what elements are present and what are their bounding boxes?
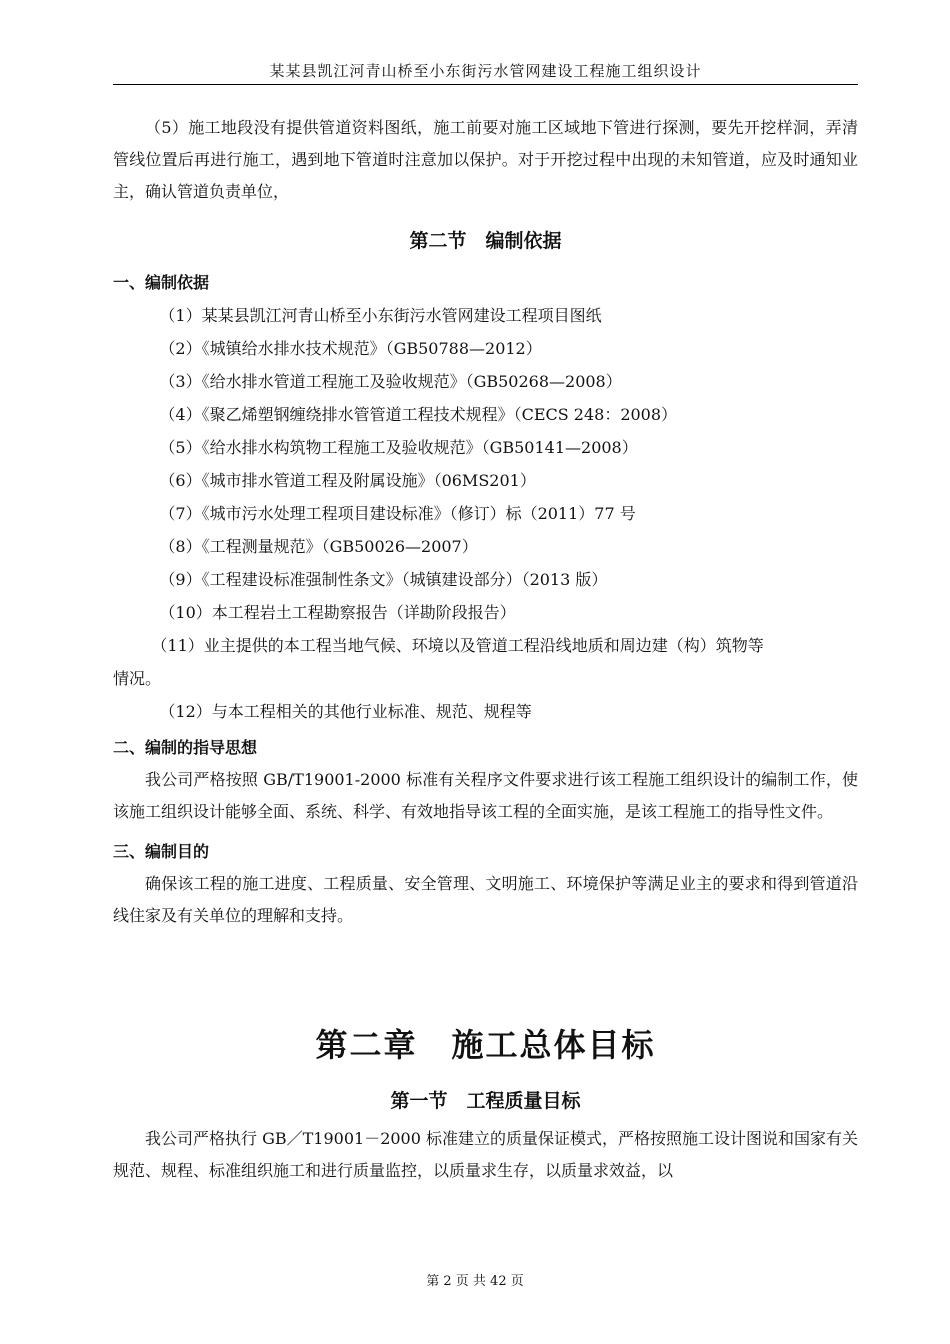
- quality-paragraph: 我公司严格执行 GB／T19001－2000 标准建立的质量保证模式，严格按照施工设计图说和国家有关规范、规程、标准组织施工和进行质量监控，以质量求生存，以质量求效益，以: [113, 1129, 859, 1180]
- list-item: （10）本工程岩土工程勘察报告（详勘阶段报告）: [159, 603, 516, 622]
- page-content: [113, 112, 858, 1187]
- list-item: （2）《城镇给水排水技术规范》（GB50788—2012）: [159, 339, 542, 358]
- section-title-basis: 第二节 编制依据: [409, 230, 562, 252]
- purpose-paragraph: 确保该工程的施工进度、工程质量、安全管理、文明施工、环境保护等满足业主的要求和得到管道沿线住家及有关单位的理解和支持。: [113, 874, 858, 925]
- heading-purpose: 三、编制目的: [113, 842, 210, 861]
- intro-paragraph: （5）施工地段没有提供管道资料图纸，施工前要对施工区域地下管进行探测，要先开挖样洞，弄清管线位置后再进行施工，遇到地下管道时注意加以保护。对于开挖过程中出现的未知管道，应及时通知业主，确认管道负责单位，: [113, 118, 858, 201]
- page-number: 第 2 页 共 42 页: [426, 1274, 524, 1289]
- list-item: （5）《给水排水构筑物工程施工及验收规范》（GB50141—2008）: [159, 438, 638, 457]
- list-item: （6）《城市排水管道工程及附属设施》（06MS201）: [159, 471, 536, 490]
- list-item: （1）某某县凯江河青山桥至小东街污水管网建设工程项目图纸: [159, 306, 602, 325]
- reference-list: [113, 299, 858, 728]
- list-item: （3）《给水排水管道工程施工及验收规范》（GB50268—2008）: [159, 372, 622, 391]
- list-item-continuation: 情况。: [113, 669, 162, 688]
- list-item: （4）《聚乙烯塑钢缠绕排水管管道工程技术规程》（CECS 248：2008）: [159, 405, 678, 424]
- page-header: [113, 60, 858, 85]
- list-item: （12）与本工程相关的其他行业标准、规范、规程等: [159, 702, 532, 721]
- list-item: （8）《工程测量规范》（GB50026—2007）: [159, 537, 478, 556]
- chapter-title: 第二章 施工总体目标: [315, 1026, 656, 1064]
- guiding-paragraph: 我公司严格按照 GB/T19001-2000 标准有关程序文件要求进行该工程施工组织设计的编制工作，使该施工组织设计能够全面、系统、科学、有效地指导该工程的全面实施，是该工程施工的指导性文件。: [113, 770, 858, 821]
- heading-guiding: 二、编制的指导思想: [113, 738, 258, 757]
- list-item: [113, 629, 858, 695]
- list-item-line: （11）业主提供的本工程当地气候、环境以及管道工程沿线地质和周边建（构）筑物等: [151, 636, 764, 655]
- section-title-quality: 第一节 工程质量目标: [390, 1090, 581, 1112]
- heading-basis: 一、编制依据: [113, 273, 210, 292]
- header-title: 某某县凯江河青山桥至小东街污水管网建设工程施工组织设计: [269, 62, 702, 80]
- page-footer: [0, 1270, 950, 1289]
- list-item: （7）《城市污水处理工程项目建设标准》（修订）标（2011）77 号: [159, 504, 636, 523]
- list-item: （9）《工程建设标准强制性条文》（城镇建设部分）（2013 版）: [159, 570, 608, 589]
